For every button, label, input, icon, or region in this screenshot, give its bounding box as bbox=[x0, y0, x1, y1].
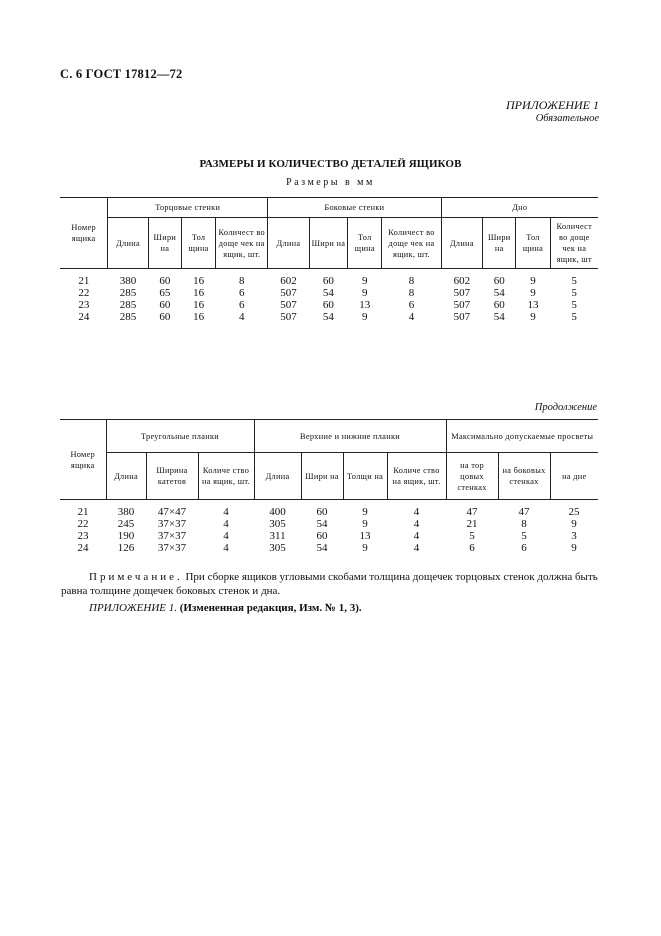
table-cell: 245 bbox=[117, 518, 135, 530]
column-header: Шири на bbox=[483, 218, 516, 269]
column-header: Шири на bbox=[309, 218, 347, 269]
dimensions-table-1 bbox=[60, 197, 598, 323]
table-cell: 285 bbox=[119, 287, 137, 299]
table-cell: 8 bbox=[408, 287, 415, 299]
column-header: Толщи на bbox=[343, 453, 387, 500]
table-cell: 9 bbox=[530, 311, 536, 323]
appendix-title: ПРИЛОЖЕНИЕ 1 bbox=[506, 98, 599, 112]
table-cell: 60 bbox=[322, 275, 334, 287]
table-cell: 4 bbox=[223, 506, 229, 518]
table-cell: 9 bbox=[362, 542, 368, 554]
group-header-triangular-strips: Треугольные планки bbox=[106, 420, 254, 453]
table-cell: 54 bbox=[316, 518, 328, 530]
table-cell: 6 bbox=[521, 542, 527, 554]
table-cell: 4 bbox=[413, 506, 420, 518]
table-cell: 507 bbox=[280, 311, 297, 323]
document-title: РАЗМЕРЫ И КОЛИЧЕСТВО ДЕТАЛЕЙ ЯЩИКОВ bbox=[199, 158, 462, 170]
group-header-bottom: Дно bbox=[441, 198, 598, 218]
table-cell: 4 bbox=[413, 542, 420, 554]
continuation-label: Продолжение bbox=[534, 402, 597, 413]
table-cell: 305 bbox=[269, 518, 286, 530]
amendment-text: (Измененная редакция, Изм. № 1, 3). bbox=[176, 602, 362, 614]
table-cell: 16 bbox=[193, 287, 205, 299]
table-cell: 60 bbox=[159, 275, 171, 287]
table-cell: 60 bbox=[322, 299, 334, 311]
column-header: Шири на bbox=[148, 218, 181, 269]
table-cell: 65 bbox=[159, 287, 171, 299]
table-cell: 4 bbox=[238, 311, 245, 323]
group-header-top-bottom-strips: Верхние и нижние планки bbox=[254, 420, 446, 453]
table-cell: 54 bbox=[322, 287, 334, 299]
page-header: С. 6 ГОСТ 17812—72 bbox=[60, 67, 183, 81]
units-caption: Размеры в мм bbox=[286, 177, 375, 188]
table-cell: 380 bbox=[117, 506, 135, 518]
table-cell: 60 bbox=[316, 530, 328, 542]
table-cell: 54 bbox=[493, 287, 505, 299]
column-header: Шири на bbox=[301, 453, 343, 500]
table-cell: 6 bbox=[408, 299, 415, 311]
table-cell: 380 bbox=[119, 275, 137, 287]
table-cell: 4 bbox=[223, 518, 229, 530]
column-header: Длина bbox=[106, 453, 146, 500]
column-header: Длина bbox=[268, 218, 310, 269]
table-cell: 5 bbox=[571, 275, 577, 287]
table-cell: 8 bbox=[521, 518, 527, 530]
table-cell: 21 bbox=[77, 506, 89, 518]
table-cell: 126 bbox=[117, 542, 135, 554]
table-cell: 25 bbox=[568, 506, 580, 518]
table-cell: 13 bbox=[359, 299, 371, 311]
table-cell: 60 bbox=[493, 299, 505, 311]
table-cell: 16 bbox=[193, 275, 205, 287]
table-cell: 21 bbox=[466, 518, 478, 530]
note-paragraph bbox=[61, 570, 598, 598]
column-header: на дне bbox=[550, 453, 598, 500]
column-header: на боковых стенках bbox=[498, 453, 550, 500]
table-cell: 54 bbox=[316, 542, 328, 554]
note-text: При сборке ящиков угловыми скобами толщина дощечек торцовых стенок должна быть равна толщине дощечек боковых стенок и дна. bbox=[61, 571, 598, 597]
table-cell: 23 bbox=[78, 299, 90, 311]
table-row bbox=[60, 275, 598, 287]
table-cell: 60 bbox=[159, 299, 171, 311]
table-cell: 4 bbox=[408, 311, 415, 323]
table-cell: 5 bbox=[571, 287, 577, 299]
table-cell: 5 bbox=[571, 311, 577, 323]
table-cell: 190 bbox=[117, 530, 135, 542]
table-cell: 400 bbox=[269, 506, 286, 518]
table-cell: 60 bbox=[159, 311, 171, 323]
column-header: Количест во доще чек на ящик, шт. bbox=[216, 218, 268, 269]
table-cell: 4 bbox=[413, 530, 420, 542]
table-cell: 507 bbox=[280, 299, 297, 311]
table-cell: 9 bbox=[362, 287, 368, 299]
table-cell: 285 bbox=[119, 311, 137, 323]
table-cell: 5 bbox=[521, 530, 527, 542]
table-cell: 4 bbox=[413, 518, 420, 530]
table-cell: 5 bbox=[469, 530, 475, 542]
table-cell: 4 bbox=[223, 542, 229, 554]
table-cell: 37×37 bbox=[157, 542, 187, 554]
table-cell: 507 bbox=[280, 287, 297, 299]
table-cell: 24 bbox=[77, 542, 89, 554]
column-header: Длина bbox=[441, 218, 483, 269]
table-row bbox=[60, 311, 598, 323]
column-header: Количест во доще чек на ящик, шт. bbox=[382, 218, 441, 269]
table-cell: 60 bbox=[316, 506, 328, 518]
appendix-status: Обязательное bbox=[535, 113, 599, 124]
table-cell: 16 bbox=[193, 299, 205, 311]
table-cell: 6 bbox=[238, 287, 245, 299]
table-cell: 9 bbox=[362, 311, 368, 323]
table-cell: 311 bbox=[269, 530, 286, 542]
table-cell: 23 bbox=[77, 530, 89, 542]
table-cell: 47×47 bbox=[157, 506, 187, 518]
column-header: Тол щина bbox=[516, 218, 550, 269]
table-cell: 54 bbox=[322, 311, 334, 323]
appendix-label bbox=[506, 98, 599, 126]
table-cell: 13 bbox=[359, 530, 371, 542]
table-cell: 507 bbox=[453, 311, 471, 323]
table-cell: 9 bbox=[530, 275, 536, 287]
table-row bbox=[60, 299, 598, 311]
table-cell: 47 bbox=[466, 506, 478, 518]
table-cell: 602 bbox=[280, 275, 297, 287]
table-row bbox=[60, 542, 598, 554]
table-cell: 60 bbox=[493, 275, 505, 287]
table-cell: 9 bbox=[571, 542, 577, 554]
table-cell: 21 bbox=[78, 275, 90, 287]
amendment-prefix: ПРИЛОЖЕНИЕ 1. bbox=[89, 602, 177, 614]
table-cell: 37×37 bbox=[157, 518, 187, 530]
table-cell: 507 bbox=[453, 287, 471, 299]
dimensions-table-2 bbox=[60, 419, 598, 554]
table-cell: 8 bbox=[408, 275, 415, 287]
amendment-line bbox=[89, 602, 362, 614]
table-cell: 6 bbox=[469, 542, 475, 554]
column-header: Длина bbox=[254, 453, 301, 500]
table-cell: 6 bbox=[238, 299, 245, 311]
table-cell: 9 bbox=[530, 287, 536, 299]
table-cell: 37×37 bbox=[157, 530, 187, 542]
table-cell: 16 bbox=[193, 311, 205, 323]
box-number-header: Номер ящика bbox=[60, 420, 106, 500]
column-header: Тол щина bbox=[181, 218, 215, 269]
column-header: Ширина катетов bbox=[146, 453, 198, 500]
table-cell: 9 bbox=[362, 518, 368, 530]
column-header: Длина bbox=[108, 218, 148, 269]
table-cell: 5 bbox=[571, 299, 577, 311]
column-header: Тол щина bbox=[348, 218, 382, 269]
table-row bbox=[60, 287, 598, 299]
table-cell: 8 bbox=[238, 275, 245, 287]
box-number-header: Номер ящика bbox=[60, 198, 108, 269]
table-cell: 4 bbox=[223, 530, 229, 542]
table-cell: 47 bbox=[518, 506, 530, 518]
table-row bbox=[60, 506, 598, 518]
table-cell: 285 bbox=[119, 299, 137, 311]
group-header-side-walls: Боковые стенки bbox=[268, 198, 441, 218]
table-cell: 22 bbox=[77, 518, 89, 530]
column-header: Количест во доще чек на ящик, шт bbox=[550, 218, 598, 269]
column-header: на тор цовых стенках bbox=[446, 453, 498, 500]
table-row bbox=[60, 530, 598, 542]
table-cell: 9 bbox=[362, 275, 368, 287]
table-cell: 305 bbox=[269, 542, 286, 554]
table-cell: 3 bbox=[571, 530, 577, 542]
group-header-max-gaps: Максимально допускаемые просветы bbox=[446, 420, 598, 453]
table-cell: 54 bbox=[493, 311, 505, 323]
table-cell: 24 bbox=[78, 311, 90, 323]
table-cell: 22 bbox=[78, 287, 90, 299]
note-label: Примечание. bbox=[89, 571, 183, 583]
table-cell: 13 bbox=[527, 299, 539, 311]
table-cell: 507 bbox=[453, 299, 471, 311]
table-cell: 9 bbox=[571, 518, 577, 530]
column-header: Количе ство на ящик, шт. bbox=[198, 453, 254, 500]
table-cell: 9 bbox=[362, 506, 368, 518]
table-cell: 602 bbox=[453, 275, 471, 287]
column-header: Количе ство на ящик, шт. bbox=[387, 453, 446, 500]
group-header-end-walls: Торцовые стенки bbox=[108, 198, 268, 218]
table-row bbox=[60, 518, 598, 530]
